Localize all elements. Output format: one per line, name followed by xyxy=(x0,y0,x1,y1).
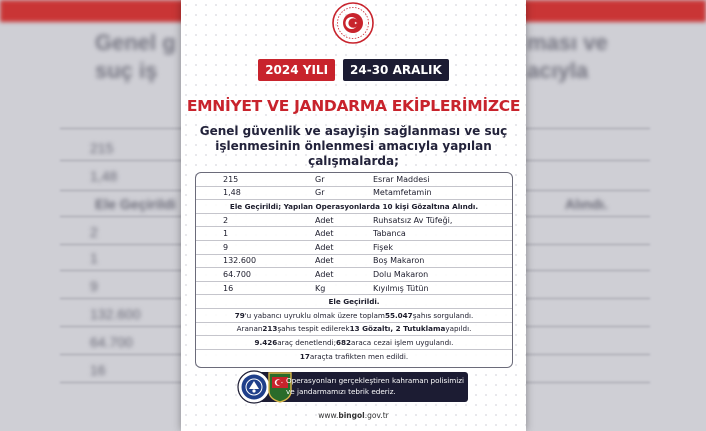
backdrop-cell: 2 xyxy=(90,224,98,240)
headline: EMNİYET VE JANDARMA EKİPLERİMİZCE xyxy=(186,97,521,115)
note-text: şahıs sorgulandı. xyxy=(412,310,474,320)
backdrop-text: Genel g xyxy=(95,30,176,55)
table-row xyxy=(196,255,512,269)
unit-cell: Kg xyxy=(315,283,326,293)
qty-cell: 215 xyxy=(223,174,239,184)
backdrop-cell: 215 xyxy=(90,140,114,156)
traffic-note xyxy=(196,350,512,363)
backdrop-cell: 64.700 xyxy=(90,334,133,350)
qty-cell: 1,48 xyxy=(223,188,241,198)
foreigners-note xyxy=(196,309,512,323)
table-row xyxy=(196,214,512,228)
qty-cell: 2 xyxy=(223,215,229,225)
qty-cell: 16 xyxy=(223,283,234,293)
unit-cell: Adet xyxy=(315,242,334,252)
website-url[interactable] xyxy=(181,411,526,420)
vehicles-fined: 682 xyxy=(336,337,352,347)
table-row xyxy=(196,268,512,282)
qty-cell: 1 xyxy=(223,229,229,239)
note-text: Aranan xyxy=(236,324,263,334)
item-cell: Boş Makaron xyxy=(373,256,425,266)
table-row xyxy=(196,227,512,241)
item-cell: Tabanca xyxy=(373,229,406,239)
note-text: şahıs tespit edilerek xyxy=(277,324,350,334)
vehicles-checked: 9.426 xyxy=(254,337,278,347)
results-table xyxy=(195,172,513,368)
item-cell: Fişek xyxy=(373,242,393,252)
date-range-badge: 24-30 ARALIK xyxy=(343,59,449,81)
backdrop-text: ması ve xyxy=(527,30,608,55)
unit-cell: Adet xyxy=(315,215,334,225)
backdrop-text: suç iş xyxy=(95,58,158,83)
unit-cell: Adet xyxy=(315,256,334,266)
unit-cell: Adet xyxy=(315,229,334,239)
unit-cell: Gr xyxy=(315,188,325,198)
traffic-ban-count: 17 xyxy=(299,351,310,361)
item-cell: Kıyılmış Tütün xyxy=(373,283,429,293)
seized-note: Ele Geçirildi. xyxy=(196,295,512,309)
item-cell: Ruhsatsız Av Tüfeği, xyxy=(373,215,453,225)
qty-cell: 9 xyxy=(223,242,229,252)
year-badge: 2024 YILI xyxy=(258,59,335,81)
url-suffix: .gov.tr xyxy=(364,411,389,420)
backdrop-cell: 132.600 xyxy=(90,306,141,322)
detained-count: 13 Gözaltı, 2 Tutuklama xyxy=(349,324,446,334)
note-text: araç denetlendi; xyxy=(277,337,337,347)
date-badges xyxy=(181,59,526,81)
unit-cell: Gr xyxy=(315,174,325,184)
seized-arrest-note: Ele Geçirildi; Yapılan Operasyonlarda 10 kişi Gözaltına Alındı. xyxy=(196,200,512,214)
qty-cell: 132.600 xyxy=(223,256,257,266)
table-row xyxy=(196,241,512,255)
queried-total: 55.047 xyxy=(384,310,413,320)
infographic-card xyxy=(181,0,526,431)
table-row xyxy=(196,282,512,296)
police-logo-icon xyxy=(237,370,271,404)
vehicles-note xyxy=(196,336,512,350)
table-row xyxy=(196,173,512,187)
backdrop-cell: 16 xyxy=(90,362,106,378)
wanted-note xyxy=(196,323,512,337)
unit-cell: Adet xyxy=(315,269,334,279)
item-cell: Esrar Maddesi xyxy=(373,174,430,184)
backdrop-cell: 1 xyxy=(90,250,98,266)
note-text: 'u yabancı uyruklu olmak üzere toplam xyxy=(244,310,385,320)
wanted-count: 213 xyxy=(262,324,278,334)
backdrop-cell: Alındı. xyxy=(565,196,608,212)
state-emblem-icon xyxy=(332,2,374,44)
backdrop-cell: Ele Geçirildi xyxy=(95,196,176,212)
note-text: yapıldı. xyxy=(445,324,472,334)
backdrop-cell: 9 xyxy=(90,278,98,294)
url-prefix: www. xyxy=(318,411,339,420)
congratulation-text: Operasyonları gerçekleştiren kahraman polisimizi ve jandarmamızı tebrik ederiz. xyxy=(286,376,465,396)
congratulation-banner xyxy=(240,372,468,402)
url-domain: bingol xyxy=(338,411,365,420)
backdrop-cell: 1,48 xyxy=(90,168,118,184)
item-cell: Metamfetamin xyxy=(373,188,432,198)
backdrop-text: acıyla xyxy=(527,58,589,83)
note-text: araca cezai işlem uygulandı. xyxy=(351,337,454,347)
table-row xyxy=(196,187,512,201)
foreigners-count: 79 xyxy=(234,310,245,320)
subtitle: Genel güvenlik ve asayişin sağlanması ve suç işlenmesinin önlenmesi amacıyla yapılan çalışmalarda; xyxy=(199,124,508,168)
qty-cell: 64.700 xyxy=(223,269,251,279)
note-text: araçta trafikten men edildi. xyxy=(309,351,409,361)
item-cell: Dolu Makaron xyxy=(373,269,429,279)
